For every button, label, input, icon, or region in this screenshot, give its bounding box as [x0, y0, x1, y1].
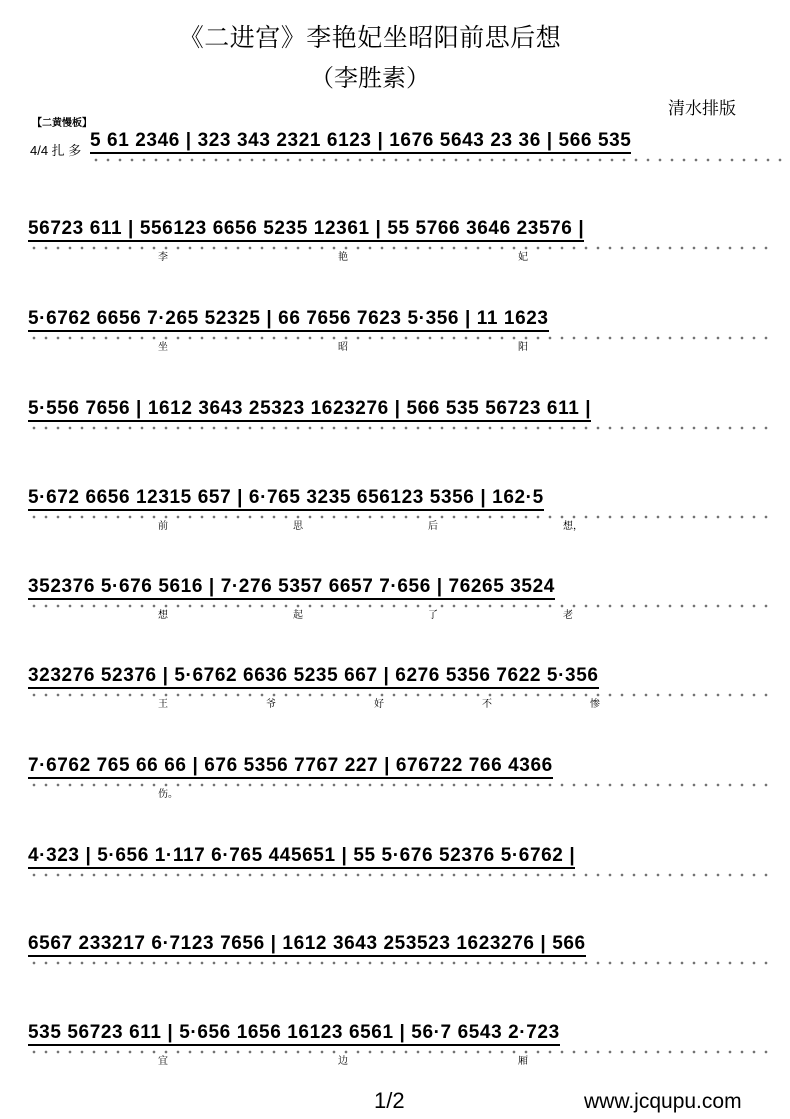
note-sequence: 6567 233217 6·7123 7656 | 1612 3643 253523 1623276 | 566: [28, 933, 586, 957]
lyric-syllable: 爷: [266, 699, 276, 710]
notation-text: [28, 576, 768, 616]
octave-dots: [28, 692, 768, 698]
notation-line: [28, 576, 768, 636]
lyric-syllable: 厢: [518, 1056, 528, 1067]
lyric-syllable: 好: [374, 699, 384, 710]
tempo-tag: 【二黄慢板】: [32, 118, 92, 129]
note-sequence: 56723 611 | 556123 6656 5235 12361 | 55 5766 3646 23576 |: [28, 218, 584, 242]
notation-text: [28, 845, 768, 885]
notation-line: [28, 398, 768, 458]
octave-dots: [28, 425, 768, 431]
note-sequence: 5·556 7656 | 1612 3643 25323 1623276 | 566 535 56723 611 |: [28, 398, 591, 422]
notation-line: [28, 1022, 768, 1082]
lyric-syllable: 伤。: [158, 789, 178, 800]
notation-text: [28, 398, 768, 438]
notation-line: [28, 845, 768, 905]
notation-line: [28, 308, 768, 368]
lyric-syllable: 阳: [518, 342, 528, 353]
meter-label: 4/4 扎 多: [30, 143, 82, 158]
lyric-syllable: 艳: [338, 252, 348, 263]
note-sequence: 535 56723 611 | 5·656 1656 16123 6561 | 56·7 6543 2·723: [28, 1022, 560, 1046]
lyric-syllable: 边: [338, 1056, 348, 1067]
page-title: 《二进宫》李艳妃坐昭阳前思后想: [178, 24, 562, 52]
note-sequence: 7·6762 765 66 66 | 676 5356 7767 227 | 676722 766 4366: [28, 755, 553, 779]
lyric-syllable: 惨: [590, 699, 600, 710]
notation-line: [28, 665, 768, 725]
octave-dots: [28, 872, 768, 878]
notation-line: [28, 933, 768, 993]
lyric-syllable: 不: [482, 699, 492, 710]
octave-dots: [90, 157, 790, 163]
page-subtitle: （李胜素）: [310, 65, 430, 92]
note-sequence: 352376 5·676 5616 | 7·276 5357 6657 7·656 | 76265 3524: [28, 576, 555, 600]
octave-dots: [28, 782, 768, 788]
notation-line: [28, 755, 768, 815]
octave-dots: [28, 1049, 768, 1055]
note-sequence: 323276 52376 | 5·6762 6636 5235 667 | 6276 5356 7622 5·356: [28, 665, 599, 689]
note-sequence: 4·323 | 5·656 1·117 6·765 445651 | 55 5·676 52376 5·6762 |: [28, 845, 575, 869]
notation-text: [28, 933, 768, 973]
note-sequence: 5 61 2346 | 323 343 2321 6123 | 1676 5643 23 36 | 566 535: [90, 130, 631, 154]
page-number: 1/2: [374, 1088, 405, 1113]
lyric-syllable: 老: [563, 610, 573, 621]
note-sequence: 5·672 6656 12315 657 | 6·765 3235 656123 5356 | 162·5: [28, 487, 544, 511]
octave-dots: [28, 245, 768, 251]
lyric-syllable: 李: [158, 252, 168, 263]
notation-text: [28, 665, 768, 705]
octave-dots: [28, 960, 768, 966]
lyric-syllable: 起: [293, 610, 303, 621]
lyric-syllable: 了: [428, 610, 438, 621]
lyric-syllable: 想: [158, 610, 168, 621]
note-sequence: 5·6762 6656 7·265 52325 | 66 7656 7623 5·356 | 11 1623: [28, 308, 549, 332]
notation-text: [90, 130, 790, 170]
notation-text: [28, 218, 768, 258]
lyric-syllable: 昭: [338, 342, 348, 353]
lyric-syllable: 思: [293, 521, 303, 532]
lyric-syllable: 前: [158, 521, 168, 532]
octave-dots: [28, 514, 768, 520]
lyric-syllable: 后: [428, 521, 438, 532]
notation-text: [28, 1022, 768, 1062]
notation-line: [90, 130, 790, 190]
arranger-credit: 清水排版: [668, 99, 736, 118]
lyric-syllable: 妃: [518, 252, 528, 263]
notation-line: [28, 487, 768, 547]
notation-text: [28, 308, 768, 348]
site-watermark: www.jcqupu.com: [584, 1090, 742, 1113]
lyric-syllable: 王: [158, 699, 168, 710]
notation-text: [28, 487, 768, 527]
octave-dots: [28, 603, 768, 609]
lyric-syllable: 坐: [158, 342, 168, 353]
notation-line: [28, 218, 768, 278]
octave-dots: [28, 335, 768, 341]
lyric-syllable: 想，: [563, 521, 583, 532]
lyric-syllable: 宜: [158, 1056, 168, 1067]
notation-text: [28, 755, 768, 795]
